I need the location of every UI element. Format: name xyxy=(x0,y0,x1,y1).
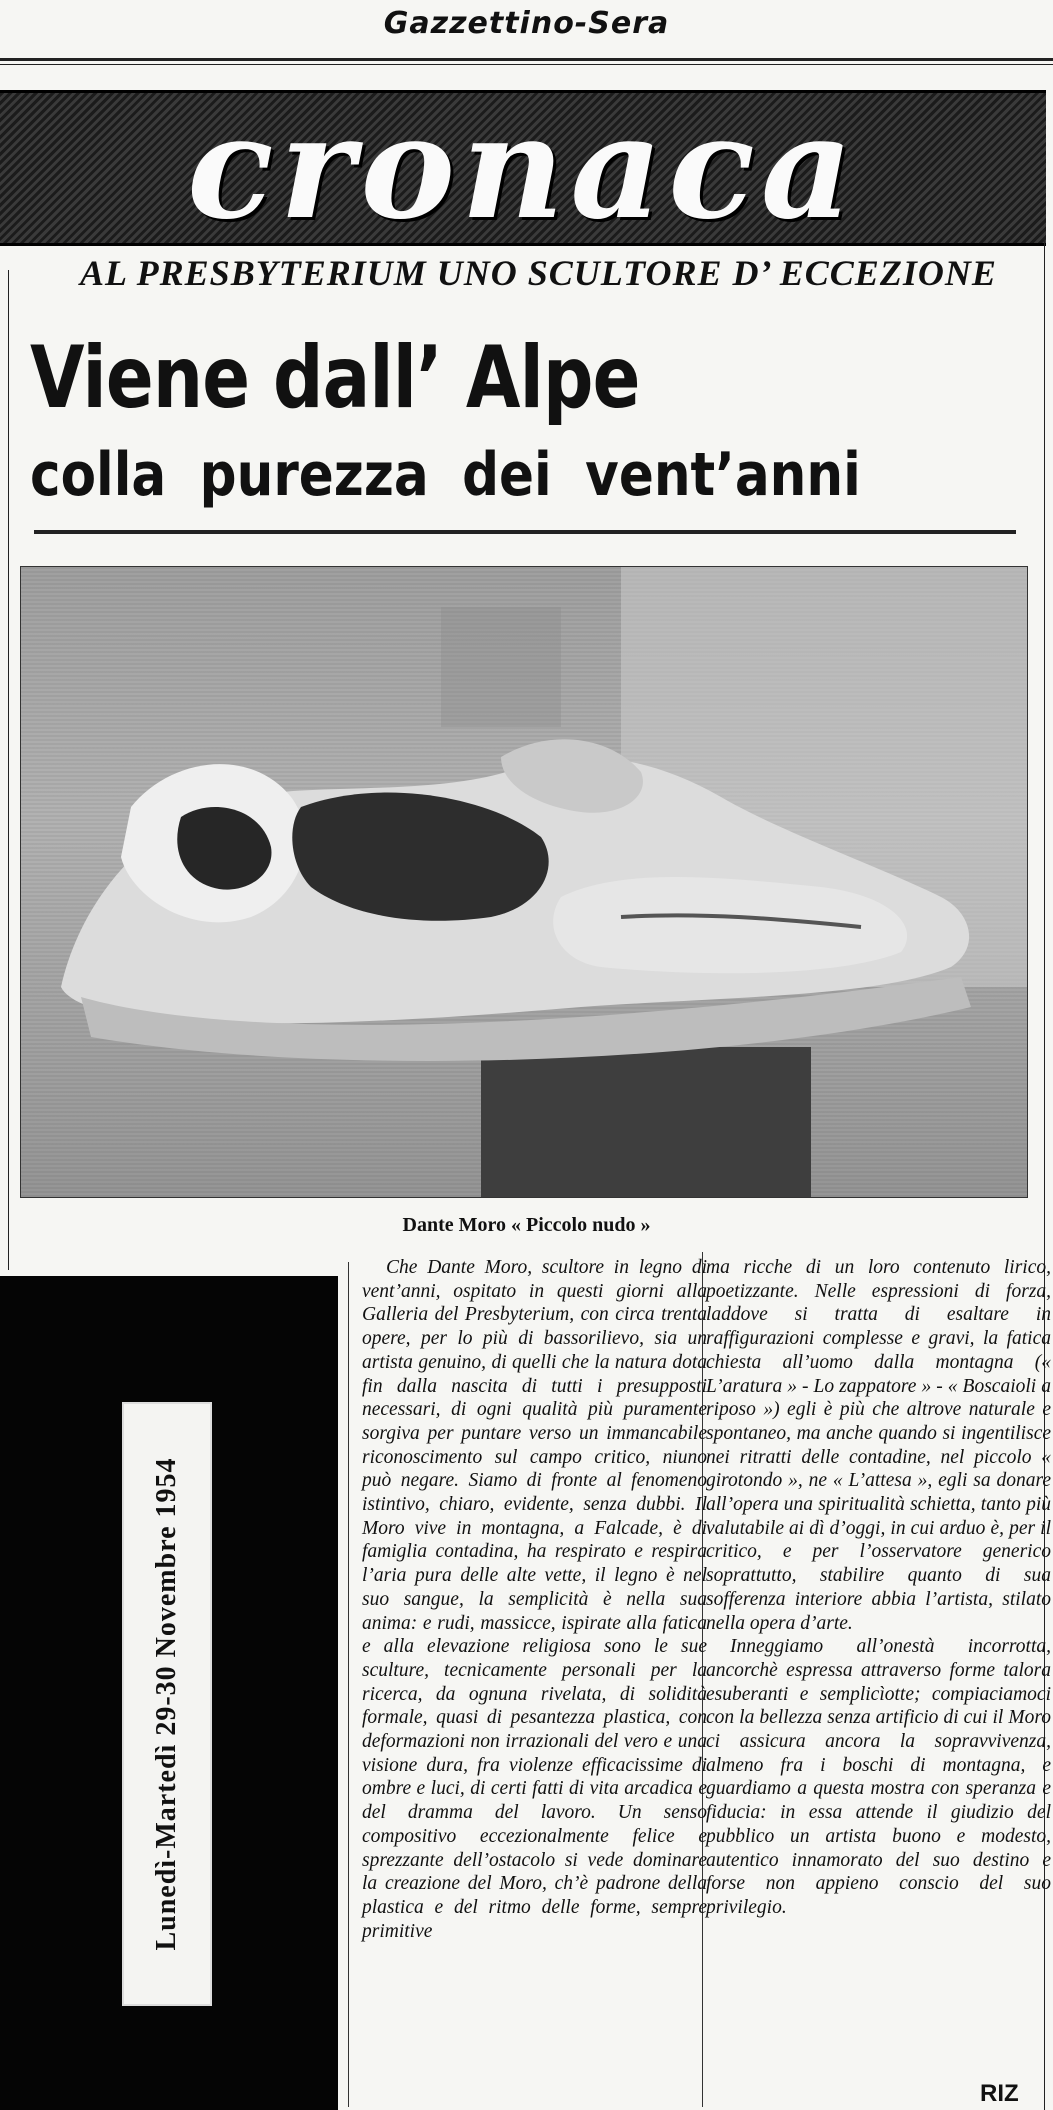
body-paragraph-2: ma ricche di un loro contenuto lirico, poetizzante. Nelle espressioni di forza, laddove si tratta di esaltare in raffigurazioni complesse e gravi, la fatica chiesta all’uomo dalla montagna (« L’aratura » - Lo zappatore » - « Boscaioli a riposo ») egli è più che altrove naturale e spontaneo, ma anche quando si ingentilisce nei ritratti delle contadine, nel piccolo « girotondo », ne « L’attesa », egli sa donare all’opera una spiritualità schietta, tanto più valutabile ai dì d’oggi, in cui arduo è, per il critico, e per l’osservatore generico soprattutto, stabilire quanto di sua sofferenza interiore abbia l’artista, stilato nella opera d’arte. xyxy=(706,1257,1051,1634)
photo-caption: Dante Moro « Piccolo nudo » xyxy=(402,1214,651,1236)
issue-date: Lunedì-Martedì 29-30 Novembre 1954 xyxy=(151,1457,182,1951)
body-paragraph-1: Che Dante Moro, scultore in legno di vent’anni, ospitato in questi giorni alla Galleria del Presbyterium, con circa trenta opere, per lo più di bassorilievo, sia un artista genuino, di quelli che la natura dota fin dalla nascita di tutti i presupposti necessari, di ogni qualità più puramente sorgiva per puntare verso un immancabile riconoscimento sul campo critico, niuno può negare. Siamo di fronte al fenomeno istintivo, chiaro, evidente, senza dubbi. Il Moro vive in montagna, a Falcade, è di famiglia contadina, ha respirato e respira l’aria pura delle alte vette, il legno è nel suo sangue, la semplicità è nella sua anima: e rudi, massicce, ispirate alla fatica e alla elevazione religiosa sono le sue sculture, tecnicamente personali per la ricerca, da ognuna rivelata, di solidità formale, quasi di pesantezza plastica, con deformazioni non irrazionali del vero e una visione dura, fra violenze efficacissime di ombre e luci, di certi fatti di vita arcadica e del dramma del lavoro. Un senso compositivo eccezionalmente felice e sprezzante dell’ostacolo si vede dominare la creazione del Moro, ch’è padrone della plastica e del ritmo delle forme, sempre primitive xyxy=(362,1257,707,1942)
date-strip xyxy=(122,1402,212,2006)
masthead-rule-bottom xyxy=(0,64,1053,65)
newspaper-name: Gazzettino-Sera xyxy=(383,6,670,41)
headline-line-1: Viene dall’ Alpe xyxy=(30,328,640,428)
masthead-rule-top xyxy=(0,58,1053,61)
section-banner-title: cronaca xyxy=(187,90,859,246)
sculpture-illustration xyxy=(21,567,1027,1197)
left-margin-rule xyxy=(8,270,9,1270)
article-column-1 xyxy=(362,1256,707,1943)
author-signature: RIZ xyxy=(980,2080,1019,2107)
sculpture-photo xyxy=(20,566,1028,1198)
body-paragraph-3: Inneggiamo all’onestà incorrotta, ancorchè espressa attraverso forme talora esuberanti e semplicìotte; compiaciamoci con la bellezza senza artificio di cui il Moro ci assicura ancora la sopravvivenza, almeno fra i boschi di montagna, e guardiamo a questa mostra con speranza e fiducia: in essa attende il giudizio del pubblico un artista buono e modesto, autentico innamorato del suo destino e forse non appieno conscio del suo privilegio. xyxy=(706,1636,1051,1918)
headline-rule xyxy=(34,530,1016,534)
column-divider-left xyxy=(348,1262,349,2107)
headline-line-2: colla purezza dei vent’anni xyxy=(30,440,861,510)
section-banner xyxy=(0,90,1046,246)
article-column-2 xyxy=(706,1256,1051,1920)
article-kicker: AL PRESBYTERIUM UNO SCULTORE D’ ECCEZIONE xyxy=(80,253,997,293)
